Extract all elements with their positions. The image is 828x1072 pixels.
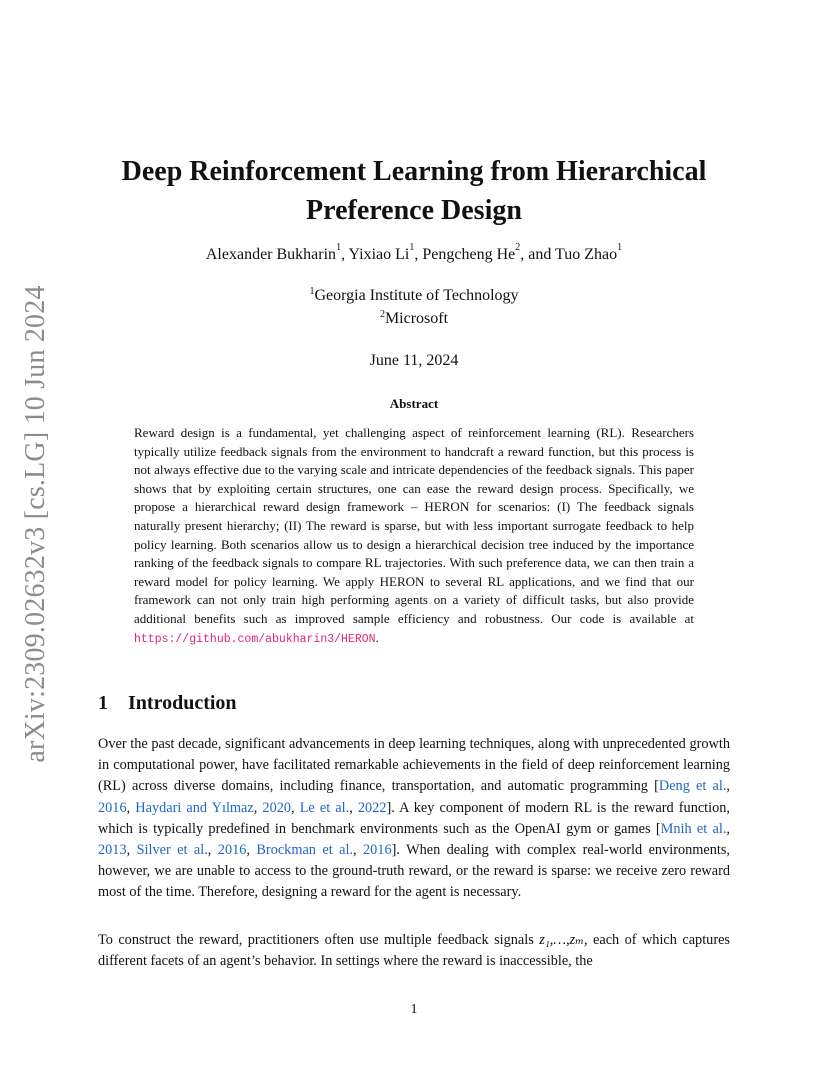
intro-paragraph-2: To construct the reward, practitioners often use multiple feedback signals z₁,…,zₘ, each of which captures different facets of an agent’s behavior. In settings where the reward is inaccessible, the xyxy=(98,932,730,970)
author-name: Yixiao Li xyxy=(348,246,410,263)
math-expression: z₁,…,zₘ xyxy=(539,932,584,948)
author-affil-mark: 2 xyxy=(515,242,521,253)
author-list: Alexander Bukharin$^1$, Yixiao Li$^1$, Pengcheng He$^2$, and Tuo Zhao$^1$ xyxy=(205,242,623,263)
arxiv-identifier-text: arXiv:2309.02632v3 [cs.LG] 10 Jun 2024 xyxy=(20,285,51,763)
citation-link[interactable]: Le et al. xyxy=(299,799,350,816)
citation-link[interactable]: Haydari and Yılmaz xyxy=(135,799,254,816)
code-link[interactable]: https://github.com/abukharin3/HERON xyxy=(134,632,376,646)
author-affil-mark: 1 xyxy=(336,242,342,253)
citation-year-link[interactable]: 2016 xyxy=(217,842,247,859)
citation-link[interactable]: Deng et al. xyxy=(658,778,727,795)
citation-link[interactable]: Mnih et al. xyxy=(660,820,727,837)
intro-paragraph-1: Over the past decade, significant advancements in deep learning techniques, along with unprecedented growth in computational power, have facilitated remarkable achievements in the field of deep reinforcement learning (RL) across diverse domains, including finance, transportation, and automatic programming [Deng et al., 2016, Haydari and Yılmaz, 2020, Le et al., 2022]. A key component of modern RL is the reward function, which is typically predefined in benchmark environments such as the OpenAI gym or games [Mnih et al., 2013, Silver et al., 2016, Brockman et al., 2016]. When dealing with complex real-world environments, however, we are unable to access to the ground-truth reward, or the reward is sparse: we receive zero reward most of the time. Therefore, designing a reward for the agent is necessary. xyxy=(98,736,730,901)
citation-year-link[interactable]: 2022 xyxy=(357,799,387,816)
abstract-body: Reward design is a fundamental, yet challenging aspect of reinforcement learning (RL). Researchers typically utilize feedback signals from the environment to handcraft a reward function, but this process is not always effective due to the varying scale and intricate dependencies of the feedback signals. This paper shows that by exploiting certain structures, one can ease the reward design process. Specifically, we propose a hierarchical reward design framework – HERON for scenarios: (I) The feedback signals naturally present hierarchy; (II) The reward is sparse, but with less important surrogate feedback to help policy learning. Both scenarios allow us to design a hierarchical decision tree induced by the importance ranking of the feedback signals to compare RL trajectories. With such preference data, we can then train a reward model for policy learning. We apply HERON to several RL applications, and we find that our framework can not only train high performing agents on a variety of difficult tasks, but also provide additional benefits such as improved sample efficiency and robustness. Our code is available at https://github.com/abukharin3/HERON. xyxy=(134,425,694,646)
section-title: Introduction xyxy=(128,692,237,714)
author-name: Pengcheng He xyxy=(422,246,516,263)
citation-link[interactable]: Silver et al. xyxy=(136,842,208,859)
citation-year-link[interactable]: 2016 xyxy=(98,799,127,816)
section-number: 1 xyxy=(98,692,108,714)
citation-year-link[interactable]: 2016 xyxy=(363,842,392,859)
publication-date: June 11, 2024 xyxy=(369,352,459,369)
author-name: Tuo Zhao xyxy=(555,246,618,263)
arxiv-identifier xyxy=(16,285,56,763)
author-affil-mark: 1 xyxy=(617,242,623,253)
abstract-heading: Abstract xyxy=(389,396,439,411)
citation-link[interactable]: Brockman et al. xyxy=(256,842,353,859)
affiliation: $^1$Georgia Institute of Technology xyxy=(309,286,519,304)
author-affil-mark: 1 xyxy=(409,242,415,253)
author-name: Alexander Bukharin xyxy=(205,246,337,263)
paper-title: Deep Reinforcement Learning from Hierarchical Preference Design xyxy=(121,156,707,226)
section-heading xyxy=(98,692,237,715)
affiliations xyxy=(80,284,748,330)
citation-year-link[interactable]: 2020 xyxy=(262,799,292,816)
page-number: 1 xyxy=(410,1002,418,1017)
citation-year-link[interactable]: 2013 xyxy=(98,842,127,859)
affiliation: $^2$Microsoft xyxy=(379,309,449,327)
